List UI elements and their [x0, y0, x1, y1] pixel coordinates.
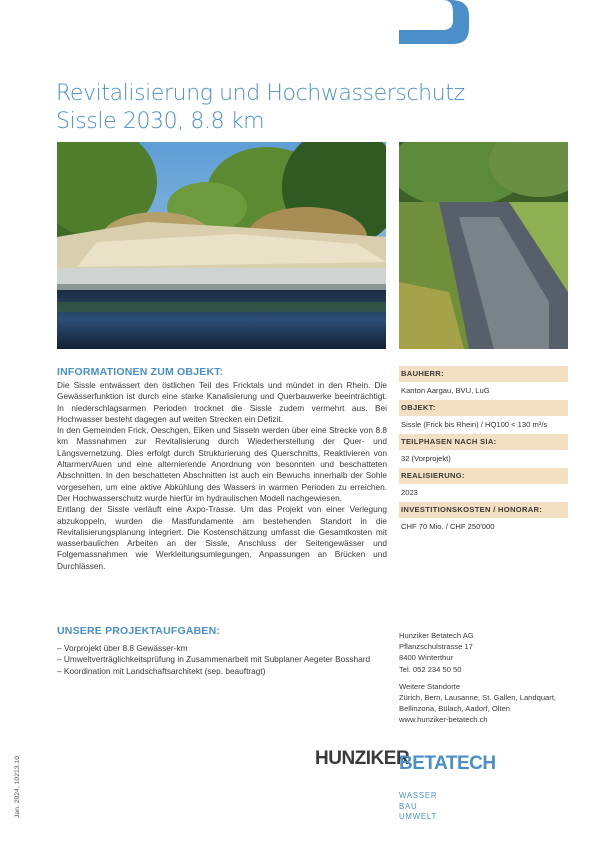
title-line-1: Revitalisierung und Hochwasserschutz [56, 81, 465, 106]
title-line-2: Sissle 2030, 8.8 km [56, 109, 265, 134]
river-weir-photo [57, 142, 386, 349]
project-facts [399, 366, 568, 536]
info-section [57, 366, 387, 572]
fact-value-costs: CHF 70 Mio. / CHF 250'000 [401, 522, 495, 531]
info-heading: INFORMATIONEN ZUM OBJEKT: [57, 366, 224, 378]
info-body [57, 380, 387, 572]
locations-heading: Weitere Standorte [399, 681, 461, 691]
fact-label-phases: TEILPHASEN NACH SIA: [399, 434, 568, 450]
tagline-water: WASSER [399, 791, 438, 800]
info-paragraph-2: In den Gemeinden Frick, Oeschgen, Eiken und Sisseln werden über eine Strecke von 8.8 km Massnahmen zur Revitalisierung durch Wiederherstellung der Quer- und Längsvernetzung. Dies erfolgt durch Strukturierung des Querschnitts, Reaktivieren von Altarmen/Auen und eine alternierende Anordnung von besonnten und beschatteten Abschnitten. In den beschatteten Abschnitten ist auch ein Bewuchs innerhalb der Sohle vorgesehen, um eine aktive Abkühlung des Wassers in warmen Perioden zu erreichen. Der Hochwasserschutz wurde hierfür im hydraulischen Modell nachgewiesen. [57, 425, 387, 503]
stream-banks-photo [399, 142, 568, 349]
company-name: Hunziker Betatech AG [399, 631, 474, 640]
info-paragraph-1: Die Sissle entwässert den östlichen Teil des Fricktals und mündet in den Rhein. Die Gewässerfunktion ist durch eine starke Kanalisierung und Querbauwerke beeinträchtigt. In niederschlagsarmen Perioden trocknet die Sissle zudem vermehrt aus. Bei Hochwasser besteht dagegen auf weiten Strecken ein Defizit. [57, 380, 387, 424]
logo-tagline [399, 791, 437, 823]
company-phone: Tel. 052 234 50 50 [399, 664, 462, 674]
fact-label-object: OBJEKT: [399, 400, 568, 416]
company-street: Pflanzschulstrasse 17 [399, 642, 473, 652]
fact-label-realisation: REALISIERUNG: [399, 468, 568, 484]
fact-value-phases: 32 (Vorprojekt) [401, 454, 451, 463]
task-item: – Vorprojekt über 8.8 Gewässer-km [57, 643, 188, 653]
logo-graphic [315, 744, 515, 774]
fact-label-client: BAUHERR: [399, 366, 568, 382]
fact-value-object: Sissle (Frick bis Rhein) / HQ100 < 130 m³/s [401, 420, 548, 429]
locations-list: Zürich, Bern, Lausanne, St. Gallen, Landquart, Bellinzona, Bülach, Aadorf, Olten [399, 693, 557, 714]
company-logo [315, 744, 515, 774]
tagline-build: BAU [399, 801, 418, 811]
company-city: 8400 Winterthur [399, 653, 454, 663]
logo-part-1: HUNZIKER [315, 748, 410, 769]
logo-part-2: BETATECH [399, 753, 496, 774]
fact-label-costs: INVESTITIONSKOSTEN / HONORAR: [399, 502, 568, 518]
company-website[interactable]: www.hunziker-betatech.ch [399, 715, 488, 725]
tagline-environment: UMWELT [399, 812, 438, 822]
task-item: – Umweltverträglichkeitsprüfung in Zusammenarbeit mit Subplaner Aegeter Bosshard [57, 654, 371, 665]
tasks-section [57, 625, 387, 677]
corner-logo-mark [399, 0, 469, 44]
tasks-list [57, 643, 387, 677]
info-paragraph-3: Entlang der Sissle verläuft eine Axpo-Trasse. Um das Projekt von einer Verlegung abzukoppeln, wurden die Mastfundamente am bestehenden Standort in die Revitalisierungsplanung integriert. Die Kostenschätzung umfasst die Gesamtkosten mit wasserbaulichen Arbeiten an der Sissle, Anschluss der Seitengewässer und Folgemassnahmen wie Werkleitungsumlegungen, Anpassungen an Brücken und Durchlässen. [57, 504, 387, 571]
tasks-heading: UNSERE PROJEKTAUFGABEN: [57, 625, 221, 637]
task-item: – Koordination mit Landschaftsarchitekt (sep. beauftragt) [57, 665, 266, 676]
fact-value-realisation: 2023 [401, 488, 418, 497]
contact-block [399, 630, 568, 726]
document-code: Jan. 2024, 10213.10 [14, 756, 21, 818]
fact-value-client: Kanton Aargau, BVU, LuG [401, 386, 490, 395]
page-title [56, 80, 516, 136]
